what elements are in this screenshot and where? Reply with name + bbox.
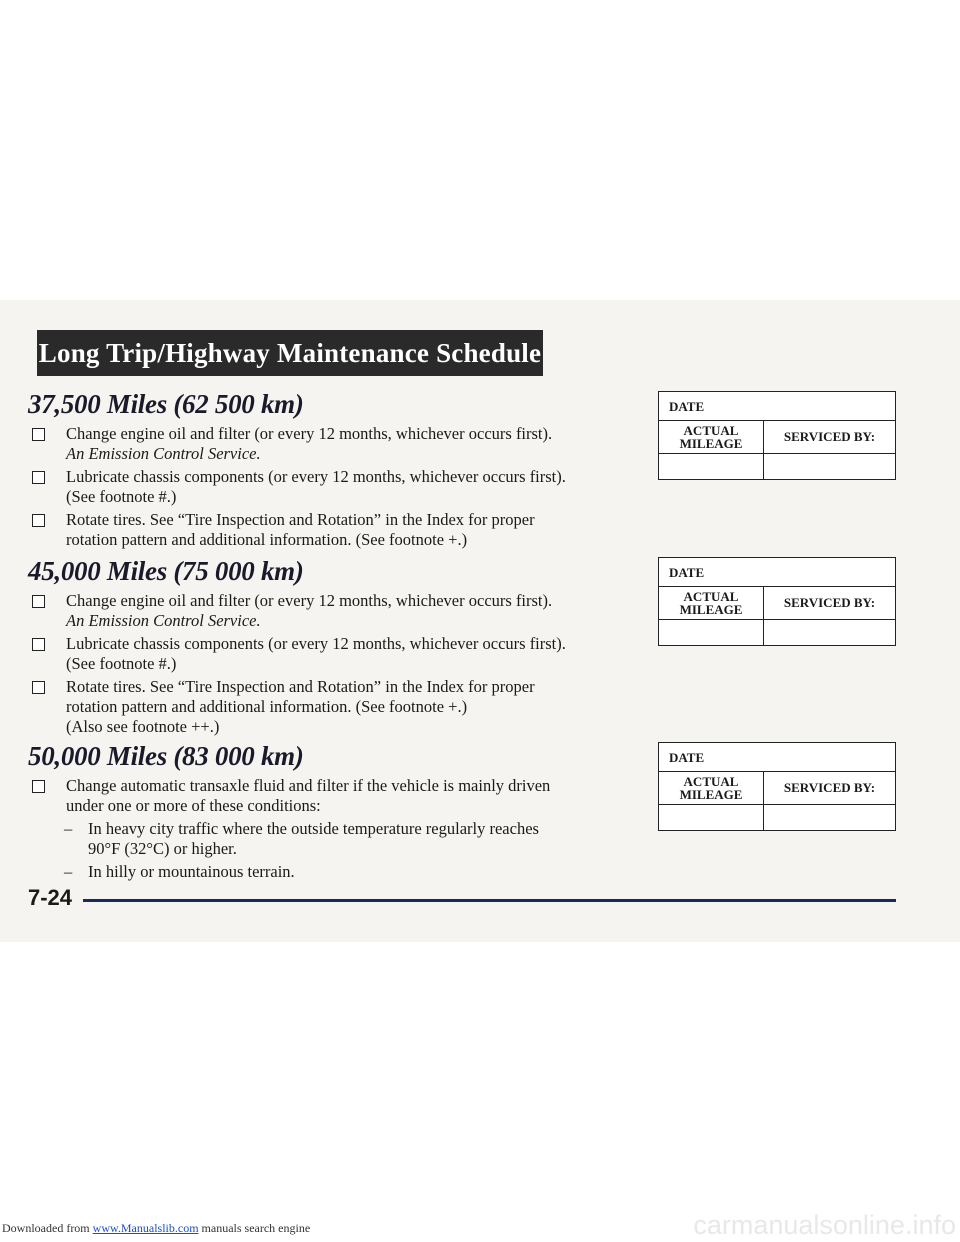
- record-mileage-label: ACTUAL MILEAGE: [659, 421, 764, 453]
- list-item: Rotate tires. See “Tire Inspection and Rotation” in the Index for proper rotation pattern and additional information. (See footnote +.) (Also see footnote ++.): [28, 677, 648, 737]
- record-serviced-by-label: SERVICED BY:: [783, 429, 876, 444]
- checkbox-icon[interactable]: [32, 514, 45, 527]
- record-serviced-by-label: SERVICED BY:: [783, 595, 876, 610]
- record-date-label: DATE: [659, 743, 895, 772]
- sub-list-item: – In hilly or mountainous terrain.: [64, 862, 295, 881]
- service-record-box: [658, 391, 896, 480]
- list-item: Change engine oil and filter (or every 12 months, whichever occurs first). An Emission Control Service.: [28, 591, 648, 631]
- checkbox-icon[interactable]: [32, 638, 45, 651]
- list-item: Lubricate chassis components (or every 12 months, whichever occurs first). (See footnote #.): [28, 634, 648, 674]
- section-45000: [28, 555, 648, 740]
- manual-page: [0, 300, 960, 942]
- page-number: 7-24: [28, 885, 73, 910]
- section-heading: 45,000 Miles (75 000 km): [28, 556, 304, 586]
- section-heading: 37,500 Miles (62 500 km): [28, 389, 304, 419]
- page-title-banner: Long Trip/Highway Maintenance Schedule: [37, 330, 543, 376]
- download-credit: Downloaded from www.Manualslib.com manuals search engine: [2, 1221, 311, 1235]
- section-heading: 50,000 Miles (83 000 km): [28, 741, 304, 771]
- section-37500: [28, 388, 648, 553]
- mileage-entry-field[interactable]: [659, 620, 764, 645]
- list-item: Rotate tires. See “Tire Inspection and Rotation” in the Index for proper rotation pattern and additional information. (See footnote +.): [28, 510, 648, 550]
- checkbox-icon[interactable]: [32, 595, 45, 608]
- checkbox-icon[interactable]: [32, 428, 45, 441]
- record-mileage-label: ACTUAL MILEAGE: [659, 772, 764, 804]
- service-record-box: [658, 557, 896, 646]
- mileage-entry-field[interactable]: [659, 454, 764, 479]
- service-record-box: [658, 742, 896, 831]
- record-serviced-by-label: SERVICED BY:: [783, 780, 876, 795]
- checkbox-icon[interactable]: [32, 780, 45, 793]
- record-date-label: DATE: [659, 558, 895, 587]
- record-mileage-label: ACTUAL MILEAGE: [659, 587, 764, 619]
- checkbox-icon[interactable]: [32, 471, 45, 484]
- record-date-label: DATE: [659, 392, 895, 421]
- watermark-text: carmanualsonline.info: [693, 1210, 956, 1240]
- list-item: Change automatic transaxle fluid and filter if the vehicle is mainly driven under one or more of these conditions:: [28, 776, 648, 816]
- serviced-by-entry-field[interactable]: [764, 454, 895, 479]
- checkbox-icon[interactable]: [32, 681, 45, 694]
- list-item: Change engine oil and filter (or every 12 months, whichever occurs first). An Emission Control Service.: [28, 424, 648, 464]
- section-50000: [28, 740, 648, 885]
- mileage-entry-field[interactable]: [659, 805, 764, 830]
- footer-rule: [83, 899, 896, 902]
- manualslib-link[interactable]: www.Manualslib.com: [92, 1221, 199, 1235]
- serviced-by-entry-field[interactable]: [764, 620, 895, 645]
- sub-list-item: – In heavy city traffic where the outside temperature regularly reaches 90°F (32°C) or higher.: [64, 819, 539, 858]
- list-item: Lubricate chassis components (or every 12 months, whichever occurs first). (See footnote #.): [28, 467, 648, 507]
- serviced-by-entry-field[interactable]: [764, 805, 895, 830]
